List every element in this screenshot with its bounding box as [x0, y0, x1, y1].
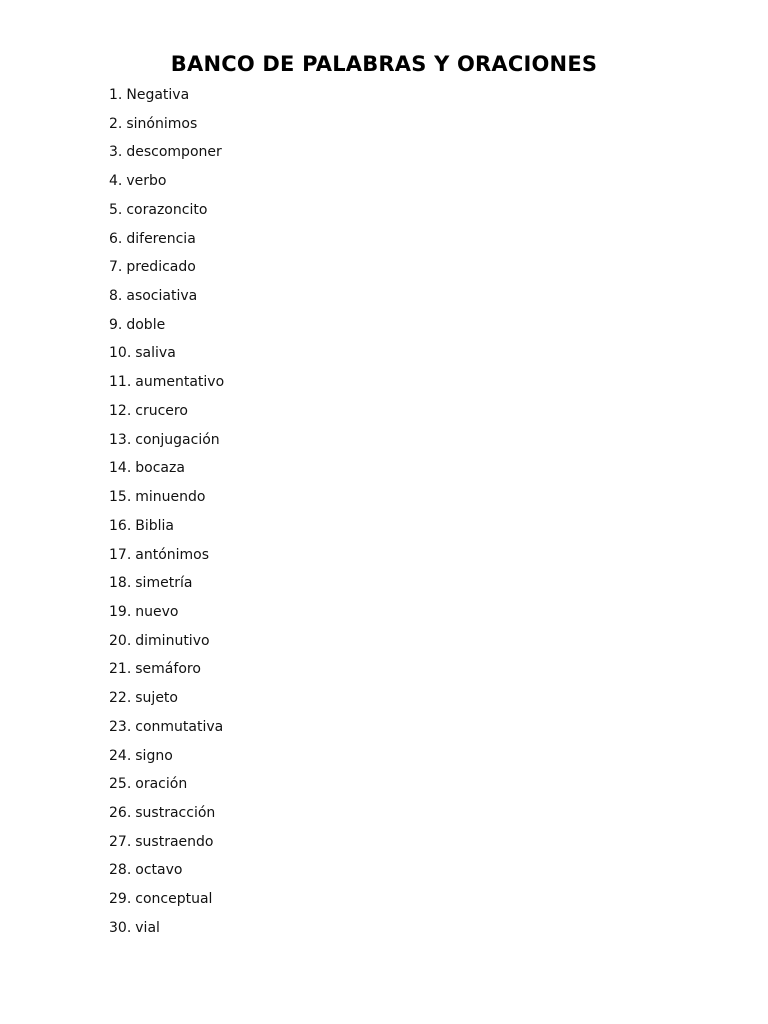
list-item-number: 17.	[109, 546, 132, 563]
list-item-number: 14.	[109, 460, 132, 477]
list-item	[109, 831, 224, 860]
list-item-word: diminutivo	[135, 632, 210, 649]
list-item-number: 28.	[109, 862, 132, 879]
list-item-number: 7.	[109, 259, 123, 276]
list-item-number: 27.	[109, 833, 132, 850]
list-item-word: minuendo	[135, 489, 206, 506]
list-item-number: 9.	[109, 316, 123, 333]
page-title: BANCO DE PALABRAS Y ORACIONES	[170, 52, 598, 76]
list-item	[109, 400, 224, 429]
list-item-word: conceptual	[135, 891, 213, 908]
list-item	[109, 256, 224, 285]
list-item-number: 6.	[109, 230, 123, 247]
list-item-number: 11.	[109, 374, 132, 391]
list-item-word: antónimos	[135, 546, 210, 563]
list-item-word: descomponer	[126, 144, 222, 161]
list-item	[109, 141, 224, 170]
list-item-word: oración	[135, 776, 188, 793]
list-item	[109, 199, 224, 228]
list-item-word: aumentativo	[135, 374, 225, 391]
list-item-number: 25.	[109, 776, 132, 793]
list-item-word: Biblia	[135, 517, 175, 534]
list-item-number: 8.	[109, 288, 123, 305]
word-list	[109, 84, 224, 946]
list-item-number: 12.	[109, 402, 132, 419]
list-item	[109, 113, 224, 142]
list-item-number: 4.	[109, 173, 123, 190]
list-item-word: diferencia	[126, 230, 196, 247]
list-item-number: 29.	[109, 891, 132, 908]
list-item	[109, 630, 224, 659]
list-item	[109, 228, 224, 257]
list-item-number: 19.	[109, 603, 132, 620]
list-item-word: predicado	[126, 259, 196, 276]
list-item-word: sustracción	[135, 804, 216, 821]
list-item-word: crucero	[135, 402, 188, 419]
list-item-number: 1.	[109, 87, 123, 103]
list-item-word: conmutativa	[135, 718, 224, 735]
list-item-number: 13.	[109, 431, 132, 448]
list-item	[109, 745, 224, 774]
list-item-word: sustraendo	[135, 833, 214, 850]
list-item	[109, 285, 224, 314]
list-item	[109, 457, 224, 486]
list-item	[109, 84, 224, 113]
list-item-number: 15.	[109, 489, 132, 506]
list-item-word: semáforo	[135, 661, 201, 678]
list-item	[109, 859, 224, 888]
list-item-number: 26.	[109, 804, 132, 821]
list-item-word: sinónimos	[126, 115, 198, 132]
list-item-number: 16.	[109, 517, 132, 534]
list-item-number: 5.	[109, 201, 123, 218]
list-item-number: 23.	[109, 718, 132, 735]
list-item	[109, 486, 224, 515]
list-item	[109, 687, 224, 716]
list-item	[109, 342, 224, 371]
list-item-word: asociativa	[126, 288, 198, 305]
list-item	[109, 544, 224, 573]
list-item	[109, 917, 224, 946]
list-item-number: 30.	[109, 919, 132, 936]
list-item	[109, 371, 224, 400]
list-item-word: nuevo	[135, 603, 179, 620]
list-item	[109, 515, 224, 544]
list-item	[109, 716, 224, 745]
list-item-word: octavo	[135, 862, 183, 879]
list-item	[109, 572, 224, 601]
list-item-word: verbo	[126, 173, 167, 190]
list-item-word: sujeto	[135, 690, 178, 707]
list-item	[109, 802, 224, 831]
list-item	[109, 773, 224, 802]
list-item	[109, 170, 224, 199]
list-item-number: 3.	[109, 144, 123, 161]
list-item-word: doble	[126, 316, 166, 333]
list-item-word: bocaza	[135, 460, 185, 477]
list-item-number: 20.	[109, 632, 132, 649]
list-item-word: Negativa	[126, 87, 190, 103]
list-item	[109, 888, 224, 917]
list-item-number: 2.	[109, 115, 123, 132]
list-item-word: signo	[135, 747, 173, 764]
list-item	[109, 601, 224, 630]
list-item-number: 22.	[109, 690, 132, 707]
list-item	[109, 429, 224, 458]
list-item-word: simetría	[135, 575, 193, 592]
list-item-number: 21.	[109, 661, 132, 678]
list-item-number: 18.	[109, 575, 132, 592]
list-item-word: conjugación	[135, 431, 220, 448]
list-item	[109, 658, 224, 687]
list-item-word: saliva	[135, 345, 176, 362]
list-item-word: corazoncito	[126, 201, 208, 218]
list-item	[109, 314, 224, 343]
list-item-number: 24.	[109, 747, 132, 764]
list-item-word: vial	[135, 919, 160, 936]
list-item-number: 10.	[109, 345, 132, 362]
